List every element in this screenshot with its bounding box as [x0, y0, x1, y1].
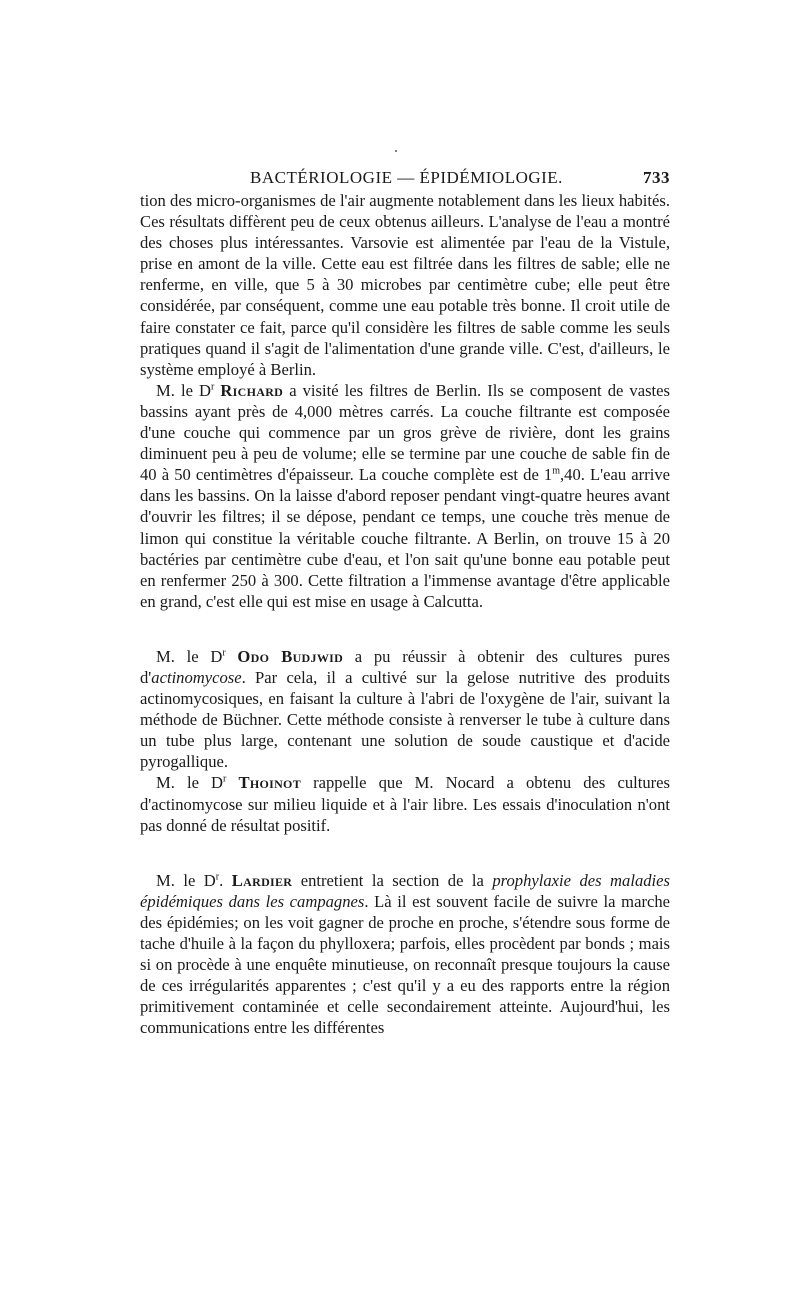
text-segment: a pu réussir à obtenir des cultures pures d' — [140, 646, 670, 687]
running-title: BACTÉRIOLOGIE — ÉPIDÉMIOLOGIE. — [250, 168, 563, 187]
italic-term: prophylaxie des maladies épidémiques dans les campagnes — [140, 870, 670, 911]
page-number: 733 — [643, 168, 670, 187]
page-mark — [395, 150, 397, 152]
text-segment: M. le D — [156, 870, 216, 890]
text-segment: rappelle que M. Nocard a obtenu des cultures d'actinomycose sur milieu liquide et à l'air libre. Les essais d'inoculation n'ont pas donné de résultat positif. — [140, 773, 670, 835]
text-segment: . — [219, 870, 224, 890]
superscript: r — [210, 381, 215, 393]
superscript: r — [222, 647, 226, 659]
section-gap — [140, 836, 670, 870]
person-name: Thoinot — [238, 773, 301, 793]
text-segment: . Par cela, il a cultivé sur la gelose nutritive des produits actinomycosiques, en faisant la culture à l'abri de l'oxygène de l'air, suivant la méthode de Büchner. Cette méthode consiste à renverser le tube à culture dans un tube plus large, contenant une solution de soude caustique et d'acide pyrogallique. — [140, 667, 670, 772]
paragraph-1: tion des micro-organismes de l'air augmente notablement dans les lieux habités. Ces résultats diffèrent peu de ceux obtenus ailleurs. L'analyse de l'eau a montré des choses plus intéressantes. Varsovie est alimentée par l'eau de la Vistule, prise en amont de la ville. Cette eau est filtrée dans les filtres de sable; elle ne renferme, en ville, que 5 à 30 microbes par centimètre cube; elle peut être considérée, par conséquent, comme une eau potable très bonne. Il croit utile de faire constater ce fait, parce qu'il considère les filtres de sable comme les seuls pratiques quand il s'agit de l'alimentation d'une grande ville. C'est, d'ailleurs, le système employé à Berlin. — [140, 191, 670, 379]
paragraph-3 — [140, 646, 670, 773]
text-segment: M. le D — [156, 380, 211, 400]
text-segment: M. le D — [156, 646, 223, 666]
person-name: Lardier — [231, 870, 293, 890]
italic-term: actinomycose — [151, 667, 242, 687]
text-segment: entretient la section de la — [292, 870, 493, 890]
superscript: m — [552, 465, 561, 477]
superscript: r — [223, 773, 227, 785]
text-segment: ,40. L'eau arrive dans les bassins. On la laisse d'abord reposer pendant vingt-quatre heures avant d'ouvrir les filtres; il se dépose, pendant ce temps, une couche très menue de limon qui constitue la véritable couche filtrante. A Berlin, on trouve 15 à 20 bactéries par centimètre cube d'eau, et l'on sait qu'une bonne eau potable peut en renfermer 250 à 300. Cette filtration a l'immense avantage d'être applicable en grand, c'est elle qui est mise en usage à Calcutta. — [140, 465, 670, 611]
person-name: Richard — [220, 380, 284, 400]
paragraph-2 — [140, 380, 670, 612]
text-segment: M. le D — [156, 773, 224, 793]
text-segment: . Là il est souvent facile de suivre la marche des épidémies; on les voit gagner de proche en proche, s'étendre sous forme de tache d'huile à la façon du phylloxera; parfois, elles procèdent par bonds ; mais si on procède à une enquête minutieuse, on reconnaît presque toujours la cause de ces irrégularités apparentes ; c'est qu'il y a eu des rapports entre la région primitivement contaminée et celle secondairement atteinte. Aujourd'hui, les communications entre les différentes — [140, 891, 670, 1038]
text-segment: a visité les filtres de Berlin. Ils se composent de vastes bassins ayant près de 4,000 mètres carrés. La couche filtrante est composée d'une couche qui commence par un gros grève de rivière, dont les grains diminuent peu à peu de volume; elle se termine par une couche de sable fin de 40 à 50 centimètres d'épaisseur. La couche complète est de 1 — [140, 380, 670, 485]
person-name: Odo Budjwid — [237, 646, 344, 666]
page-body — [140, 160, 670, 1038]
superscript: r — [215, 871, 220, 883]
section-gap — [140, 612, 670, 646]
paragraph-5 — [140, 870, 670, 1039]
paragraph-4 — [140, 772, 670, 835]
running-header — [140, 160, 670, 190]
